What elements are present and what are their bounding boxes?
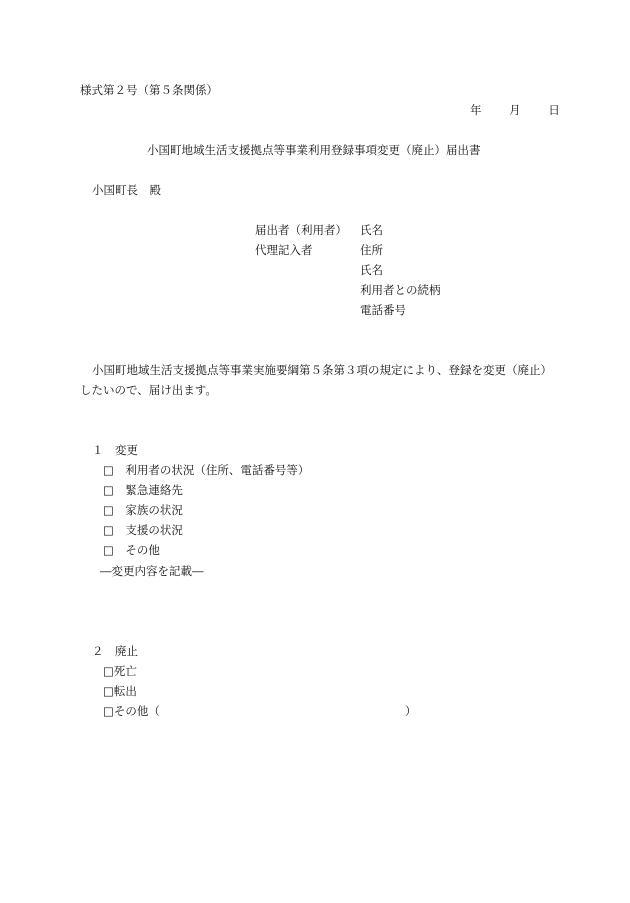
change-option-family-status[interactable]: □ 家族の状況	[103, 503, 183, 517]
change-option-user-status[interactable]: □ 利用者の状況（住所、電話番号等）	[103, 463, 310, 477]
cancel-other-close-paren: ）	[405, 704, 417, 718]
date-line	[470, 102, 560, 118]
cancel-option-death[interactable]: □死亡	[103, 664, 137, 678]
field-address: 住所	[360, 243, 383, 257]
field-relationship: 利用者との続柄	[360, 283, 441, 297]
change-details-note: ―変更内容を記載―	[100, 564, 204, 578]
date-month: 月	[509, 103, 521, 117]
change-option-support-status[interactable]: □ 支援の状況	[103, 523, 183, 537]
date-day: 日	[548, 103, 560, 117]
proxy-label: 代理記入者	[255, 243, 313, 257]
cancel-option-other[interactable]: □その他（	[103, 704, 160, 718]
body-text-line-1: 小国町地域生活支援拠点等事業実施要綱第５条第３項の規定により、登録を変更（廃止）	[92, 363, 552, 377]
change-option-emergency-contact[interactable]: □ 緊急連絡先	[103, 483, 183, 497]
form-number: 様式第２号（第５条関係）	[80, 83, 218, 97]
document-title: 小国町地域生活支援拠点等事業利用登録事項変更（廃止）届出書	[147, 143, 481, 157]
cancel-option-move-out[interactable]: □転出	[103, 684, 137, 698]
applicant-role-label: 届出者（利用者）	[255, 223, 347, 237]
body-text-line-2: したいので、届け出ます。	[80, 383, 217, 397]
section-change-heading: １ 変更	[92, 443, 138, 457]
field-phone: 電話番号	[360, 303, 406, 317]
date-year: 年	[470, 103, 482, 117]
change-option-other[interactable]: □ その他	[103, 543, 160, 557]
section-cancel-heading: ２ 廃止	[92, 644, 138, 658]
addressee: 小国町長 殿	[92, 183, 161, 197]
field-name: 氏名	[360, 223, 383, 237]
field-proxy-name: 氏名	[360, 263, 383, 277]
